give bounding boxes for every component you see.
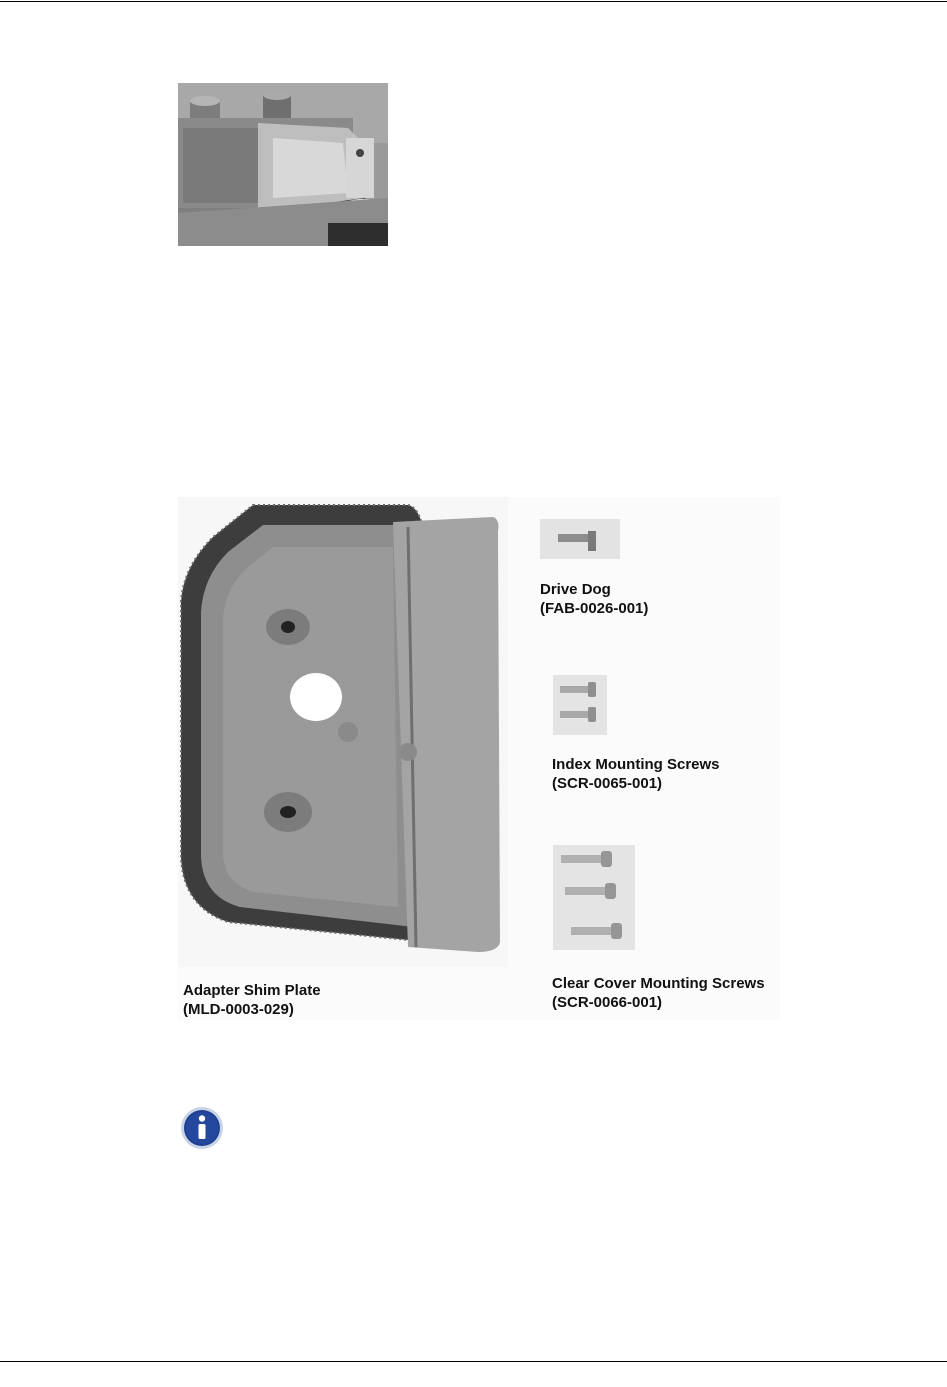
adapter-shim-plate-photo xyxy=(178,497,508,967)
part-name: Clear Cover Mounting Screws xyxy=(552,975,765,992)
part-name: Drive Dog xyxy=(540,581,611,598)
meter-clear-cover-photo xyxy=(178,83,388,246)
part-number: (FAB-0026-001) xyxy=(540,600,649,617)
clear-cover-mounting-screws-label xyxy=(552,974,765,1012)
header-rule xyxy=(0,1,947,2)
drive-dog-label xyxy=(540,580,648,618)
part-number: (SCR-0065-001) xyxy=(552,775,663,792)
index-mounting-screws-label xyxy=(552,755,720,793)
part-name: Index Mounting Screws xyxy=(552,756,720,773)
part-name: Adapter Shim Plate xyxy=(183,982,321,999)
part-number: (SCR-0066-001) xyxy=(552,994,663,1011)
info-icon xyxy=(180,1106,224,1150)
drive-dog-photo xyxy=(540,519,620,559)
index-mounting-screws-photo xyxy=(553,675,607,735)
adapter-shim-plate-label xyxy=(183,981,321,1019)
clear-cover-mounting-screws-photo xyxy=(553,845,635,950)
footer-rule xyxy=(0,1361,947,1362)
part-number: (MLD-0003-029) xyxy=(183,1001,294,1018)
